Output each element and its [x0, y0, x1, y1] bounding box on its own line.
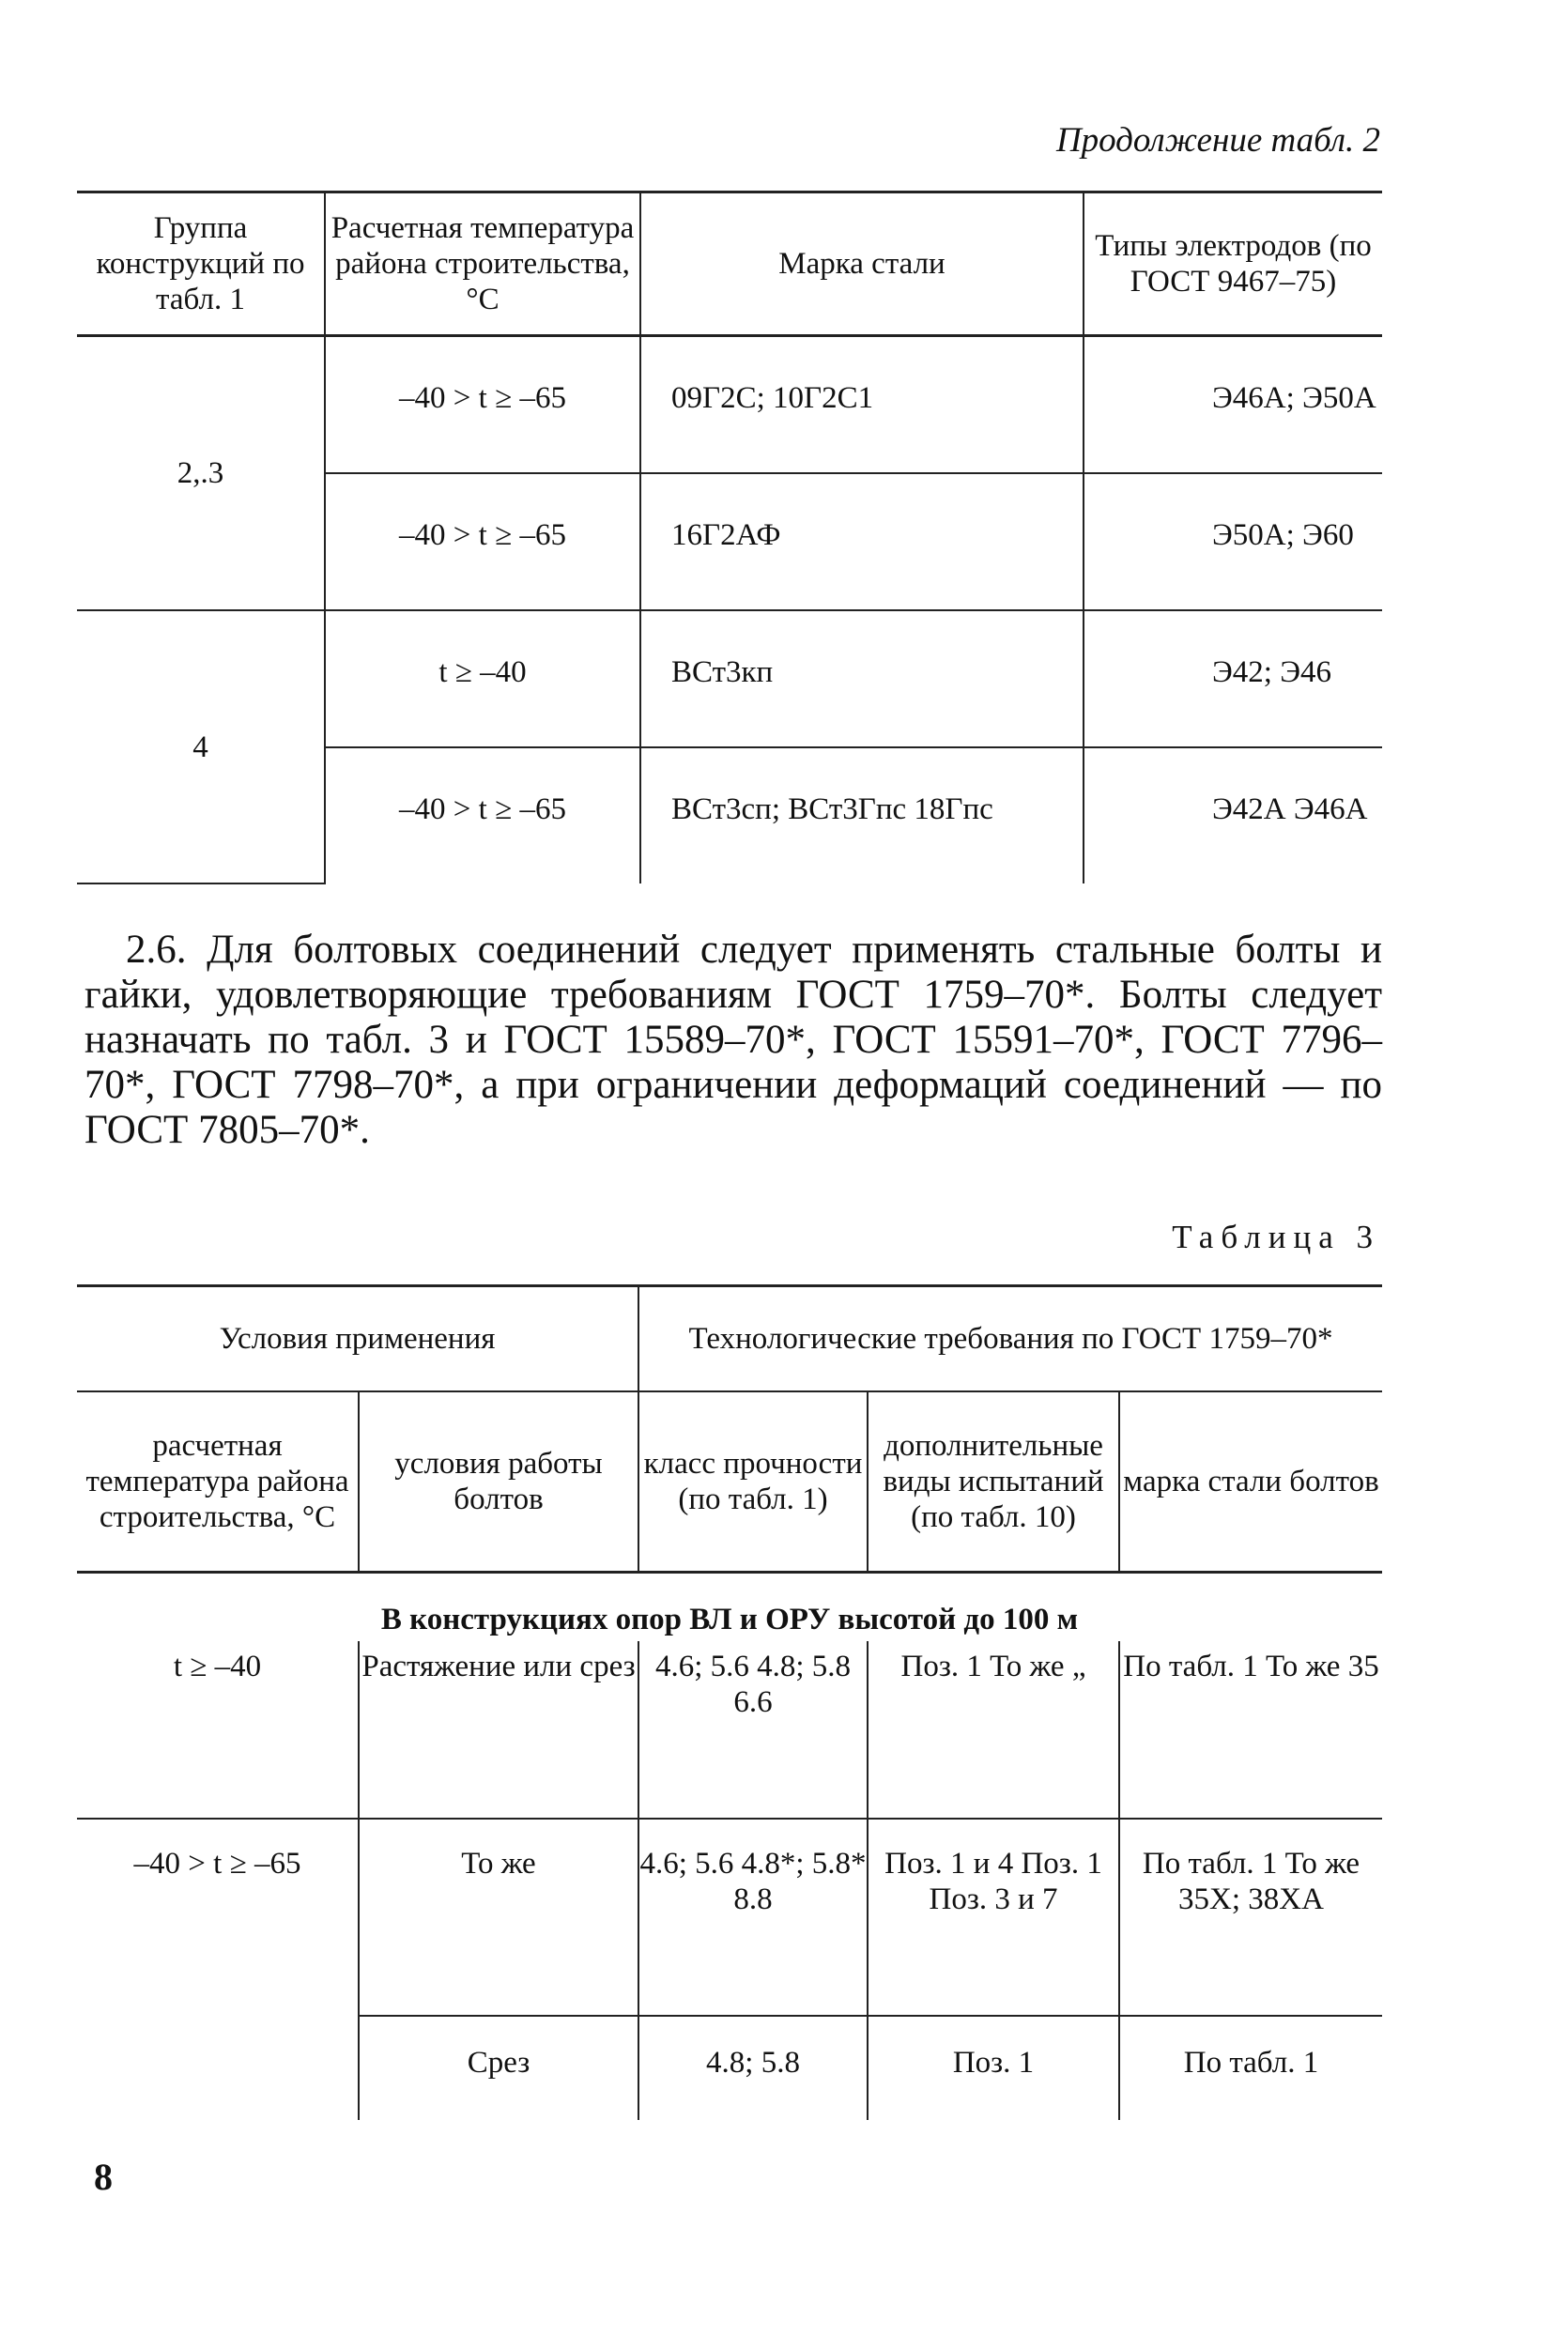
steel-cell: 16Г2АФ	[640, 473, 1084, 610]
header-temperature: Расчетная температура района строительства, °С	[325, 192, 640, 336]
electrode-cell: Э42А Э46А	[1084, 747, 1382, 883]
bolt-steel-cell: По табл. 1 То же 35Х; 38ХА	[1119, 1819, 1382, 2016]
page-number: 8	[94, 2156, 113, 2198]
header-strength-class: класс прочности (по табл. 1)	[638, 1391, 868, 1573]
group-cell: 2,.3	[77, 336, 325, 611]
bolt-requirements-table	[77, 1284, 1382, 2120]
header-additional-tests: дополнительные виды испытаний (по табл. 10)	[868, 1391, 1119, 1573]
work-conditions-cell: Растяжение или срез	[359, 1641, 638, 1819]
header-group: Группа конструкций по табл. 1	[77, 192, 325, 336]
header-bolt-steel: марка стали болтов	[1119, 1391, 1382, 1573]
electrode-cell: Э42; Э46	[1084, 610, 1382, 747]
steel-cell: ВСт3сп; ВСт3Гпс 18Гпс	[640, 747, 1084, 883]
tests-cell: Поз. 1 То же „	[868, 1641, 1119, 1819]
tests-cell: Поз. 1 и 4 Поз. 1 Поз. 3 и 7	[868, 1819, 1119, 2016]
strength-class-cell: 4.6; 5.6 4.8; 5.8 6.6	[638, 1641, 868, 1819]
group-cell: 4	[77, 610, 325, 883]
header-application-conditions: Условия применения	[77, 1286, 638, 1392]
bolt-steel-cell: По табл. 1	[1119, 2016, 1382, 2120]
table-row	[77, 1819, 1382, 2016]
table2-header-row	[77, 192, 1382, 336]
steel-cell: 09Г2С; 10Г2С1	[640, 336, 1084, 474]
header-technological-requirements: Технологические требования по ГОСТ 1759–70*	[638, 1286, 1382, 1392]
steel-cell: ВСт3кп	[640, 610, 1084, 747]
section-heading: В конструкциях опор ВЛ и ОРУ высотой до 100 м	[380, 1603, 1079, 1636]
electrode-cell: Э46А; Э50А	[1084, 336, 1382, 474]
header-electrode-types: Типы электродов (по ГОСТ 9467–75)	[1084, 192, 1382, 336]
tests-cell: Поз. 1	[868, 2016, 1119, 2120]
table-row	[77, 336, 1382, 474]
section-row	[77, 1573, 1382, 1642]
paragraph-2-6	[85, 928, 1382, 1153]
temperature-cell: t ≥ –40	[77, 1641, 359, 1819]
table3-header-row	[77, 1391, 1382, 1573]
temperature-cell: –40 > t ≥ –65	[77, 1819, 359, 2120]
work-conditions-cell: То же	[359, 1819, 638, 2016]
header-steel-grade: Марка стали	[640, 192, 1084, 336]
table3-group-header-row	[77, 1286, 1382, 1392]
electrode-cell: Э50А; Э60	[1084, 473, 1382, 610]
temperature-cell: –40 > t ≥ –65	[325, 473, 640, 610]
temperature-cell: –40 > t ≥ –65	[325, 336, 640, 474]
header-temperature: расчетная температура района строительства, °С	[77, 1391, 359, 1573]
strength-class-cell: 4.6; 5.6 4.8*; 5.8* 8.8	[638, 1819, 868, 2016]
bolt-steel-cell: По табл. 1 То же 35	[1119, 1641, 1382, 1819]
strength-class-cell: 4.8; 5.8	[638, 2016, 868, 2120]
temperature-cell: t ≥ –40	[325, 610, 640, 747]
table-row	[77, 1641, 1382, 1819]
table3-title: Таблица 3	[1172, 1219, 1380, 1255]
work-conditions-cell: Срез	[359, 2016, 638, 2120]
header-work-conditions: условия работы болтов	[359, 1391, 638, 1573]
steel-electrode-table	[77, 191, 1382, 884]
temperature-cell: –40 > t ≥ –65	[325, 747, 640, 883]
paragraph-text: 2.6. Для болтовых соединений следует применять стальные болты и гайки, удовлетворяющие требованиям ГОСТ 1759–70*. Болты следует назначать по табл. 3 и ГОСТ 15589–70*, ГОСТ 15591–70*, ГОСТ 7796–70*, ГОСТ 7798–70*, а при ограничении деформаций соединений — по ГОСТ 7805–70*.	[85, 928, 1382, 1152]
continuation-label: Продолжение табл. 2	[1055, 121, 1380, 160]
table-row	[77, 610, 1382, 747]
